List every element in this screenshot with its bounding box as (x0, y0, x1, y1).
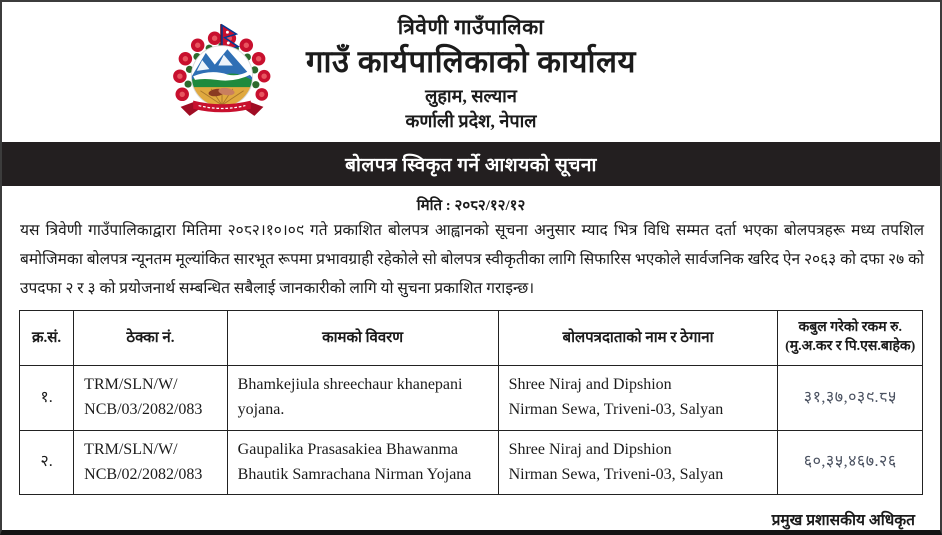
table-row (20, 430, 923, 495)
col-header-work: कामको विवरण (227, 311, 498, 366)
sn-cell: १. (20, 366, 74, 431)
table-row (20, 366, 923, 431)
notice-title-bar (2, 142, 940, 186)
col-header-sn: क्र.सं. (20, 311, 74, 366)
work-cell: Bhamkejiula shreechaur khanepani yojana. (227, 366, 498, 431)
office-name: गाउँ कार्यपालिकाको कार्यालय (306, 44, 636, 80)
office-address: लुहाम, सल्यान (425, 86, 517, 107)
letterhead (2, 2, 940, 142)
contract-no-cell: TRM/SLN/W/ NCB/03/2082/083 (74, 366, 228, 431)
col-header-contract: ठेक्का नं. (74, 311, 228, 366)
work-cell: Gaupalika Prasasakiea Bhawanma Bhautik Samrachana Nirman Yojana (227, 430, 498, 495)
amount-cell: ६०,३५,४६७.२६ (778, 430, 923, 495)
table-header-row (20, 311, 923, 366)
bid-table (19, 310, 923, 495)
col-header-amount: कबुल गरेको रकम रु. (मु.अ.कर र पि.एस.बाहेक) (778, 311, 923, 366)
contract-no-cell: TRM/SLN/W/ NCB/02/2082/083 (74, 430, 228, 495)
province-line: कर्णाली प्रदेश, नेपाल (405, 110, 537, 131)
col-header-bidder: बोलपत्रदाताको नाम र ठेगाना (498, 311, 778, 366)
signatory-title: प्रमुख प्रशासकीय अधिकृत (771, 512, 915, 530)
sn-cell: २. (20, 430, 74, 495)
bidder-cell: Shree Niraj and Dipshion Nirman Sewa, Triveni-03, Salyan (498, 430, 778, 495)
letterhead-text (2, 2, 940, 133)
nepal-coat-of-arms-emblem (168, 20, 276, 138)
bidder-cell: Shree Niraj and Dipshion Nirman Sewa, Triveni-03, Salyan (498, 366, 778, 431)
notice-body: यस त्रिवेणी गाउँपालिकाद्वारा मितिमा २०८२।१०।०९ गते प्रकाशित बोलपत्र आह्वानको सूचना अनुसार म्याद भित्र विधि सम्मत दर्ता भएका बोलपत्रहरू मध्य तपशिल बमोजिमका बोलपत्र न्यूनतम मूल्यांकित सारभूत रूपमा प्रभावग्राही रहेकोले सो बोलपत्र स्वीकृतीका लागि सिफारिस भएकोले सार्वजनिक खरिद ऐन २०६३ को दफा २७ को उपदफा २ र ३ को प्रयोजनार्थ सम्बन्धित सबैलाई जानकारीको लागि यो सुचना प्रकाशित गराइन्छ। (20, 222, 924, 297)
notice-title: बोलपत्र स्विकृत गर्ने आशयको सूचना (345, 155, 597, 176)
notice-date: मिति : २०८२/१२/१२ (416, 198, 526, 214)
amount-cell: ३१,३७,०३९.८५ (778, 366, 923, 431)
municipality-name: त्रिवेणी गाउँपालिका (397, 15, 545, 39)
